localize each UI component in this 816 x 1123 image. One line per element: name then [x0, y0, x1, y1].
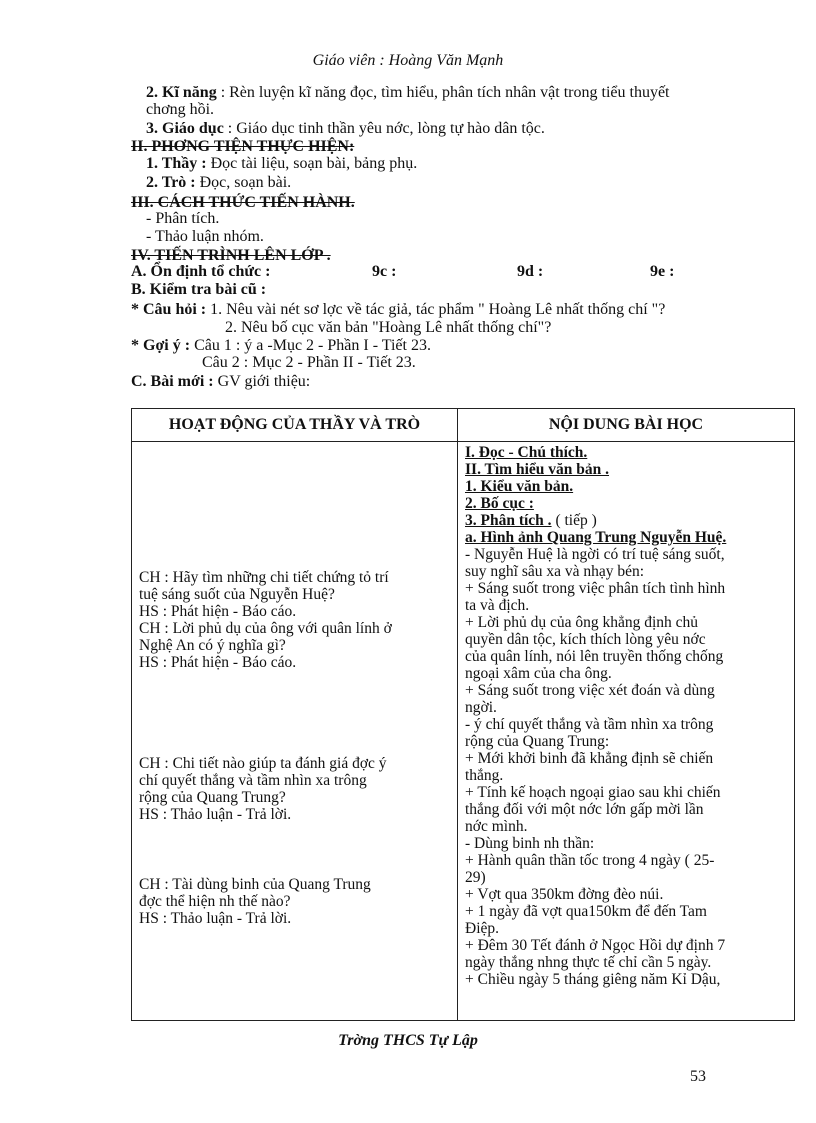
right-line: suy nghĩ sâu xa và nhạy bén:: [465, 563, 645, 580]
left-line: CH : Lời phủ dụ của ông với quân lính ở: [139, 620, 392, 637]
section-b-heading: B. Kiểm tra bài cũ :: [131, 281, 267, 298]
left-line: CH : Tài dùng binh của Quang Trung: [139, 876, 371, 893]
question-line-2: 2. Nêu bố cục văn bản "Hoàng Lê nhất thống chí"?: [225, 319, 552, 336]
right-heading: II. Tìm hiểu văn bản .: [465, 461, 610, 478]
left-line: HS : Thảo luận - Trả lời.: [139, 910, 292, 927]
right-line: - Nguyễn Huệ là ngời có trí tuệ sáng suốt,: [465, 546, 725, 563]
header-content: NỘI DUNG BÀI HỌC: [458, 409, 795, 442]
right-line: thắng đối với một nớc lớn gấp mời lần: [465, 801, 704, 818]
section-c-heading: C. Bài mới : GV giới thiệu:: [131, 373, 311, 390]
right-heading: a. Hình ảnh Quang Trung Nguyễn Huệ.: [465, 529, 727, 546]
right-line: + Chiều ngày 5 tháng giêng năm Kỉ Dậu,: [465, 971, 721, 988]
method-analysis: - Phân tích.: [146, 210, 220, 227]
right-line: rộng của Quang Trung:: [465, 733, 610, 750]
left-line: CH : Chi tiết nào giúp ta đánh giá đợc ý: [139, 755, 387, 772]
question-line-1: * Câu hỏi : 1. Nêu vài nét sơ lợc về tác giả, tác phẩm " Hoàng Lê nhất thống chí "?: [131, 301, 666, 318]
right-line: ngoại xâm của cha ông.: [465, 665, 612, 682]
left-line: HS : Phát hiện - Báo cáo.: [139, 654, 297, 671]
right-line: + 1 ngày đã vợt qua150km để đến Tam: [465, 903, 707, 920]
right-line: 29): [465, 869, 486, 886]
right-line: + Đêm 30 Tết đánh ở Ngọc Hồi dự định 7: [465, 937, 726, 954]
lesson-table: [131, 408, 795, 1021]
right-heading: 1. Kiểu văn bản.: [465, 478, 574, 495]
page-header: Giáo viên : Hoàng Văn Mạnh: [312, 52, 504, 69]
student-line: 2. Trò : Đọc, soạn bài.: [146, 174, 292, 191]
right-line: + Sáng suốt trong việc xét đoán và dùng: [465, 682, 715, 699]
right-line: nớc mình.: [465, 818, 528, 835]
content-cell: [458, 442, 795, 1021]
right-line: ngời.: [465, 699, 497, 716]
left-line: HS : Thảo luận - Trả lời.: [139, 806, 292, 823]
left-line: HS : Phát hiện - Báo cáo.: [139, 603, 297, 620]
education-line: 3. Giáo dục : Giáo dục tinh thần yêu nớc, lòng tự hào dân tộc.: [146, 120, 545, 137]
right-line: ngày thắng nhng thực tế chỉ cần 5 ngày.: [465, 954, 712, 971]
right-line: quyền dân tộc, kích thích lòng yêu nớc: [465, 631, 706, 648]
right-line: + Mới khởi binh đã khẳng định sẽ chiến: [465, 750, 714, 767]
activity-cell: [132, 442, 458, 1021]
teacher-line: 1. Thầy : Đọc tài liệu, soạn bài, bảng phụ.: [146, 155, 418, 172]
right-heading: I. Đọc - Chú thích.: [465, 444, 588, 461]
left-line: Nghệ An có ý nghĩa gì?: [139, 637, 286, 654]
page-number: 53: [690, 1068, 706, 1085]
right-line: + Tính kế hoạch ngoại giao sau khi chiến: [465, 784, 721, 801]
skills-line-cont: chơng hồi.: [146, 101, 215, 118]
class-9c: 9c :: [372, 263, 397, 280]
left-line: CH : Hãy tìm những chi tiết chứng tỏ trí: [139, 569, 389, 586]
right-line: + Hành quân thần tốc trong 4 ngày ( 25-: [465, 852, 715, 869]
section-ii-heading: II. PHƠNG TIỆN THỰC HIỆN:: [131, 138, 355, 155]
left-line: đợc thể hiện nh thế nào?: [139, 893, 291, 910]
right-line: của quân lính, nói lên truyền thống chống: [465, 648, 724, 665]
method-discussion: - Thảo luận nhóm.: [146, 228, 264, 245]
right-line: + Lời phủ dụ của ông khẳng định chủ: [465, 614, 699, 631]
section-iii-heading: III. CÁCH THỨC TIẾN HÀNH.: [131, 194, 355, 211]
header-activity: HOẠT ĐỘNG CỦA THẦY VÀ TRÒ: [132, 409, 458, 442]
hint-line-1: * Gợi ý : Câu 1 : ý a -Mục 2 - Phần I - Tiết 23.: [131, 337, 431, 354]
skills-line: 2. Kĩ năng : Rèn luyện kĩ năng đọc, tìm hiểu, phân tích nhân vật trong tiểu thuyết: [146, 84, 670, 101]
left-line: chí quyết thắng và tầm nhìn xa trông: [139, 772, 367, 789]
page-footer: Trờng THCS Tự Lập: [338, 1032, 478, 1049]
right-line: - Dùng binh nh thần:: [465, 835, 595, 852]
section-a-heading: A. Ổn định tổ chức :: [131, 263, 271, 280]
right-analysis-line: 3. Phân tích . ( tiếp ): [465, 512, 597, 529]
right-line: Điệp.: [465, 920, 500, 937]
hint-line-2: Câu 2 : Mục 2 - Phần II - Tiết 23.: [202, 354, 416, 371]
right-line: + Vợt qua 350km đờng đèo núi.: [465, 886, 664, 903]
section-iv-heading: IV. TIẾN TRÌNH LÊN LỚP .: [131, 247, 331, 264]
class-9d: 9d :: [517, 263, 544, 280]
class-9e: 9e :: [650, 263, 675, 280]
right-line: thắng.: [465, 767, 504, 784]
right-line: - ý chí quyết thắng và tầm nhìn xa trông: [465, 716, 714, 733]
left-line: tuệ sáng suốt của Nguyễn Huệ?: [139, 586, 335, 603]
right-heading: 2. Bố cục :: [465, 495, 534, 512]
left-line: rộng của Quang Trung?: [139, 789, 286, 806]
right-line: ta và địch.: [465, 597, 530, 614]
right-line: + Sáng suốt trong việc phân tích tình hình: [465, 580, 726, 597]
